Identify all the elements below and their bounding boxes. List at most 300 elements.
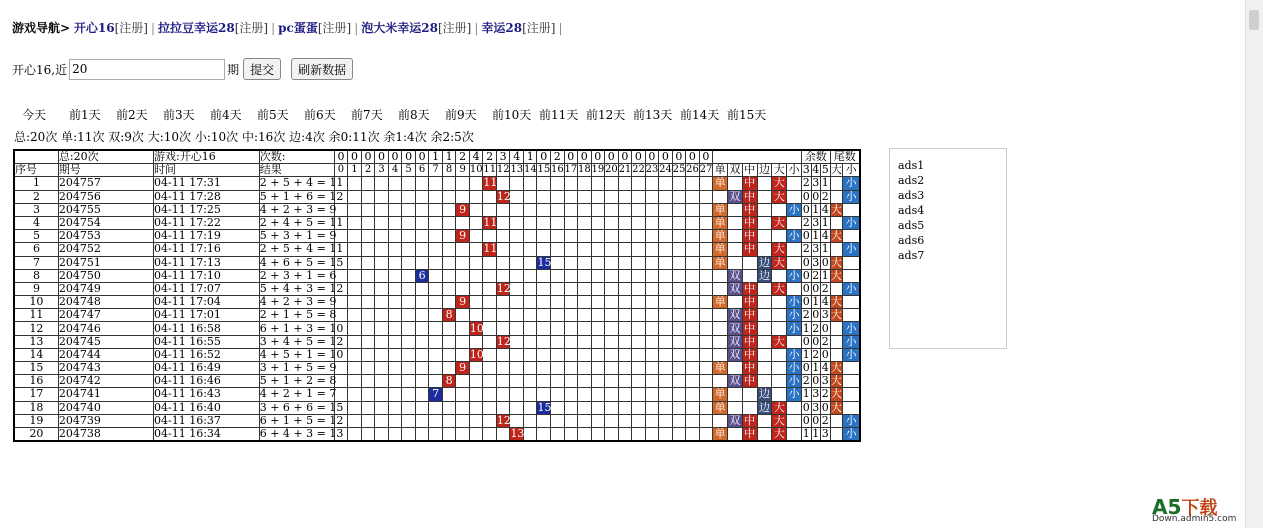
number-cell xyxy=(632,348,646,361)
number-cell xyxy=(645,362,659,375)
number-cell xyxy=(537,203,551,216)
tail-big-cell xyxy=(830,335,843,348)
edge-marker: 边 xyxy=(758,400,770,414)
bian-header: 边 xyxy=(758,163,770,177)
remainder-cell: 0 xyxy=(802,268,810,282)
number-cell xyxy=(483,401,497,414)
submit-button[interactable]: 提交 xyxy=(243,58,281,80)
number-cell xyxy=(348,348,362,361)
number-cell xyxy=(591,177,605,190)
number-cell xyxy=(348,388,362,401)
edge-cell xyxy=(757,230,772,243)
tail-small-cell xyxy=(843,401,860,414)
middle-cell xyxy=(742,256,757,269)
number-cell xyxy=(496,296,510,309)
number-cell xyxy=(429,256,443,269)
number-cell xyxy=(402,177,416,190)
even-marker: 双 xyxy=(729,321,741,335)
number-cell xyxy=(415,203,429,216)
time-cell: 04-11 16:43 xyxy=(154,388,260,401)
number-cell xyxy=(672,401,686,414)
odd-marker: 单 xyxy=(714,400,726,414)
number-cell xyxy=(456,322,470,335)
day-tab[interactable]: 前14天 xyxy=(680,108,720,122)
tail-small-marker: 小 xyxy=(843,190,860,203)
ad-item[interactable]: ads3 xyxy=(898,189,925,202)
result-cell: 6 + 4 + 3 = 13 xyxy=(259,427,344,441)
number-cell xyxy=(645,322,659,335)
number-cell xyxy=(550,309,564,322)
number-cell xyxy=(578,414,592,427)
period-label: 开心16,近 xyxy=(12,62,68,77)
number-cell xyxy=(456,177,470,190)
remainder-cell: 4 xyxy=(821,229,829,243)
time-cell: 04-11 16:58 xyxy=(154,322,260,335)
number-cell xyxy=(402,414,416,427)
number-cell xyxy=(375,414,389,427)
number-cell xyxy=(659,269,673,282)
number-cell xyxy=(415,309,429,322)
day-tab[interactable]: 前2天 xyxy=(116,108,148,122)
number-cell xyxy=(672,414,686,427)
period-form xyxy=(12,57,353,81)
number-cell xyxy=(442,335,456,348)
number-cell xyxy=(659,203,673,216)
table-row xyxy=(14,348,860,361)
number-cell xyxy=(578,322,592,335)
number-cell xyxy=(645,256,659,269)
number-cell xyxy=(605,230,619,243)
number-cell xyxy=(334,269,348,282)
odd-marker: 单 xyxy=(714,387,726,401)
edge-cell xyxy=(757,282,772,295)
number-cell xyxy=(469,282,483,295)
time-cell: 04-11 17:25 xyxy=(154,203,260,216)
hit-marker: 15 xyxy=(537,255,552,269)
number-cell xyxy=(672,203,686,216)
small-cell xyxy=(787,414,802,427)
scrollbar-thumb[interactable] xyxy=(1249,10,1259,30)
nav-register-link[interactable]: [注册] xyxy=(114,21,148,35)
nav-link[interactable]: 幸运28 xyxy=(481,21,523,35)
number-cell xyxy=(429,401,443,414)
result-cell: 2 + 3 + 1 = 6 xyxy=(259,268,337,282)
big-cell xyxy=(772,322,787,335)
number-cell xyxy=(605,256,619,269)
issue-cell: 204757 xyxy=(58,177,153,190)
logo-main: A5 xyxy=(1152,495,1182,519)
seq-cell: 20 xyxy=(14,427,58,441)
nav-link[interactable]: 开心16 xyxy=(73,21,115,35)
number-cell xyxy=(605,348,619,361)
tail-small-cell xyxy=(843,362,860,375)
number-cell xyxy=(469,177,483,190)
number-cell xyxy=(632,256,646,269)
number-count: 2 xyxy=(550,150,564,164)
number-header: 20 xyxy=(605,164,618,176)
nav-link[interactable]: pc蛋蛋 xyxy=(278,21,318,35)
number-cell xyxy=(578,388,592,401)
y4-header: 4 xyxy=(812,163,820,177)
number-cell xyxy=(550,401,564,414)
number-cell xyxy=(402,243,416,256)
number-cell xyxy=(469,388,483,401)
number-cell xyxy=(429,177,443,190)
number-header: 16 xyxy=(550,164,564,176)
number-count: 0 xyxy=(402,150,416,164)
number-cell xyxy=(415,256,429,269)
small-cell xyxy=(787,216,802,229)
time-cell: 04-11 17:22 xyxy=(154,216,260,229)
number-cell xyxy=(537,269,551,282)
odd-marker: 单 xyxy=(714,427,726,441)
number-cell xyxy=(618,309,632,322)
number-cell xyxy=(456,388,470,401)
number-cell xyxy=(618,414,632,427)
number-cell xyxy=(523,216,537,229)
middle-marker: 中 xyxy=(744,321,756,335)
issue-cell: 204743 xyxy=(58,362,153,375)
tail-small-marker: 小 xyxy=(843,414,860,427)
remainder-cell: 0 xyxy=(802,361,810,375)
tail-small-cell xyxy=(843,269,860,282)
number-cell xyxy=(659,243,673,256)
small-marker: 小 xyxy=(788,268,800,282)
number-cell xyxy=(469,203,483,216)
hit-marker: 7 xyxy=(429,388,443,401)
number-cell xyxy=(578,190,592,203)
edge-cell xyxy=(757,177,772,190)
seq-cell: 11 xyxy=(14,309,58,322)
number-cell xyxy=(672,309,686,322)
number-cell xyxy=(483,335,497,348)
middle-marker: 中 xyxy=(744,281,756,295)
number-cell xyxy=(361,401,375,414)
number-cell xyxy=(550,335,564,348)
day-tab[interactable]: 今天 xyxy=(22,108,47,122)
seq-cell: 9 xyxy=(14,282,58,295)
number-cell xyxy=(415,296,429,309)
number-cell xyxy=(645,243,659,256)
number-cell xyxy=(402,322,416,335)
day-tab[interactable]: 前8天 xyxy=(398,108,430,122)
ad-item[interactable]: ads1 xyxy=(898,159,925,172)
day-tab[interactable]: 前1天 xyxy=(69,108,101,122)
number-cell xyxy=(456,190,470,203)
result-cell: 3 + 4 + 5 = 12 xyxy=(259,334,344,348)
number-cell xyxy=(591,269,605,282)
tail-big-cell xyxy=(830,243,843,256)
remainder-cell: 1 xyxy=(812,427,820,441)
remainder-cell: 3 xyxy=(812,255,820,269)
period-input[interactable] xyxy=(69,59,225,80)
result-cell: 2 + 5 + 4 = 11 xyxy=(259,242,344,256)
number-cell xyxy=(523,335,537,348)
wda-header: 大 xyxy=(830,163,842,177)
number-cell xyxy=(442,322,456,335)
number-cell xyxy=(442,362,456,375)
remainder-cell: 3 xyxy=(812,176,820,190)
number-count: 0 xyxy=(361,150,375,164)
number-cell xyxy=(672,269,686,282)
day-tab[interactable]: 前3天 xyxy=(163,108,195,122)
ad-item[interactable]: ads2 xyxy=(898,174,925,187)
hit-marker: 9 xyxy=(456,362,470,375)
big-cell xyxy=(772,362,787,375)
number-cell xyxy=(632,362,646,375)
number-cell xyxy=(618,401,632,414)
number-cell xyxy=(578,282,592,295)
table-row xyxy=(14,388,860,401)
even-marker: 双 xyxy=(729,334,741,348)
number-cell xyxy=(510,216,524,229)
number-cell xyxy=(375,230,389,243)
number-cell xyxy=(591,375,605,388)
number-cell xyxy=(388,269,402,282)
issue-cell: 204755 xyxy=(58,203,153,216)
small-cell xyxy=(787,256,802,269)
seq-cell: 8 xyxy=(14,269,58,282)
day-tab[interactable]: 前4天 xyxy=(210,108,242,122)
remainder-cell: 1 xyxy=(802,321,810,335)
number-header: 13 xyxy=(510,164,524,176)
day-tab[interactable]: 前11天 xyxy=(539,108,579,122)
number-cell xyxy=(699,427,713,441)
issue-cell: 204741 xyxy=(58,388,153,401)
result-cell: 4 + 5 + 1 = 10 xyxy=(259,347,344,361)
number-cell xyxy=(564,401,578,414)
number-count: 1 xyxy=(442,150,456,164)
number-cell xyxy=(388,388,402,401)
number-cell xyxy=(605,335,619,348)
number-cell xyxy=(348,190,362,203)
number-cell xyxy=(375,375,389,388)
number-cell xyxy=(618,230,632,243)
number-cell xyxy=(361,177,375,190)
odd-marker: 单 xyxy=(714,295,726,309)
edge-cell xyxy=(757,375,772,388)
big-cell xyxy=(772,375,787,388)
number-cell xyxy=(456,256,470,269)
number-count: 0 xyxy=(375,150,389,164)
day-tabs xyxy=(22,106,774,123)
day-tab[interactable]: 前7天 xyxy=(351,108,383,122)
number-cell xyxy=(659,335,673,348)
remainder-cell: 0 xyxy=(812,281,820,295)
number-cell xyxy=(578,230,592,243)
number-header: 25 xyxy=(672,164,686,176)
remainder-cell: 1 xyxy=(812,229,820,243)
number-cell xyxy=(632,230,646,243)
blank-cell xyxy=(713,150,802,164)
shuang-header: 双 xyxy=(729,163,741,177)
edge-marker: 边 xyxy=(758,387,770,401)
remainder-cell: 4 xyxy=(821,361,829,375)
time-cell: 04-11 17:31 xyxy=(154,177,260,190)
number-cell xyxy=(375,296,389,309)
hit-marker: 11 xyxy=(483,176,498,190)
number-cell xyxy=(618,335,632,348)
small-cell xyxy=(787,427,802,441)
number-cell xyxy=(578,362,592,375)
time-cell: 04-11 17:10 xyxy=(154,269,260,282)
refresh-button[interactable]: 刷新数据 xyxy=(291,58,353,80)
number-cell xyxy=(402,375,416,388)
number-cell xyxy=(550,427,564,441)
tail-big-cell xyxy=(830,177,843,190)
number-cell xyxy=(361,282,375,295)
number-cell xyxy=(605,414,619,427)
number-cell xyxy=(429,348,443,361)
number-cell xyxy=(578,335,592,348)
small-cell xyxy=(787,243,802,256)
number-cell xyxy=(699,335,713,348)
middle-marker: 中 xyxy=(744,413,756,427)
number-cell xyxy=(348,282,362,295)
number-cell xyxy=(429,362,443,375)
number-cell xyxy=(523,414,537,427)
number-cell xyxy=(510,401,524,414)
number-cell xyxy=(510,388,524,401)
number-cell xyxy=(659,309,673,322)
count-label: 次数: xyxy=(259,150,334,164)
ad-item[interactable]: ads7 xyxy=(898,249,925,262)
number-cell xyxy=(442,427,456,441)
remainder-cell: 2 xyxy=(802,308,810,322)
nav-register-link[interactable]: [注册] xyxy=(522,21,556,35)
number-cell xyxy=(550,269,564,282)
nav-register-link[interactable]: [注册] xyxy=(437,21,472,35)
big-cell xyxy=(772,388,787,401)
big-marker: 大 xyxy=(773,242,785,256)
number-cell xyxy=(483,362,497,375)
hit-marker: 9 xyxy=(456,203,470,216)
number-cell xyxy=(375,348,389,361)
hit-marker: 12 xyxy=(496,334,511,348)
issue-cell: 204749 xyxy=(58,282,153,295)
table-row xyxy=(14,177,860,190)
number-cell xyxy=(632,243,646,256)
ad-item[interactable]: ads4 xyxy=(898,204,925,217)
nav-link[interactable]: 拉拉豆幸运28 xyxy=(158,21,235,35)
number-cell xyxy=(429,335,443,348)
number-cell xyxy=(699,230,713,243)
seq-cell: 5 xyxy=(14,230,58,243)
hit-marker: 9 xyxy=(456,296,470,309)
table-row xyxy=(14,256,860,269)
number-cell xyxy=(523,269,537,282)
time-cell: 04-11 16:34 xyxy=(154,427,260,441)
number-cell xyxy=(415,243,429,256)
result-cell: 5 + 4 + 3 = 12 xyxy=(259,281,344,295)
nav-register-link[interactable]: [注册] xyxy=(234,21,269,35)
odd-cell xyxy=(713,335,728,348)
number-cell xyxy=(632,414,646,427)
number-cell xyxy=(578,269,592,282)
odd-marker: 单 xyxy=(714,176,726,190)
tail-small-marker: 小 xyxy=(843,216,860,229)
day-tab[interactable]: 前10天 xyxy=(492,108,532,122)
number-cell xyxy=(496,216,510,229)
even-marker: 双 xyxy=(729,308,741,322)
number-cell xyxy=(659,375,673,388)
number-count: 0 xyxy=(618,150,632,164)
tail-small-cell xyxy=(843,375,860,388)
number-cell xyxy=(361,348,375,361)
tail-header: 尾数 xyxy=(830,150,860,164)
ad-item[interactable]: ads6 xyxy=(898,234,925,247)
remainder-cell: 2 xyxy=(821,189,829,203)
number-cell xyxy=(496,348,510,361)
nav-link[interactable]: 泡大米幸运28 xyxy=(361,21,438,35)
number-cell xyxy=(578,375,592,388)
day-tab[interactable]: 前12天 xyxy=(586,108,626,122)
number-cell xyxy=(483,269,497,282)
number-cell xyxy=(456,335,470,348)
nav-register-link[interactable]: [注册] xyxy=(317,21,352,35)
seq-header: 序号 xyxy=(14,164,58,177)
remainder-cell: 2 xyxy=(802,216,810,230)
number-count: 0 xyxy=(659,150,673,164)
number-header: 14 xyxy=(523,164,537,176)
big-cell xyxy=(772,348,787,361)
remainder-cell: 2 xyxy=(802,242,810,256)
number-cell xyxy=(375,243,389,256)
number-cell xyxy=(469,375,483,388)
day-tab[interactable]: 前5天 xyxy=(257,108,289,122)
number-cell xyxy=(429,243,443,256)
remainder-cell: 0 xyxy=(802,413,810,427)
number-cell xyxy=(672,362,686,375)
issue-cell: 204745 xyxy=(58,335,153,348)
number-header: 27 xyxy=(699,164,713,176)
odd-marker: 单 xyxy=(714,216,726,230)
number-cell xyxy=(456,401,470,414)
result-header: 结果 xyxy=(259,164,334,177)
number-cell xyxy=(605,190,619,203)
number-cell xyxy=(632,190,646,203)
number-cell xyxy=(659,216,673,229)
number-cell xyxy=(564,322,578,335)
number-cell xyxy=(348,203,362,216)
day-tab[interactable]: 前13天 xyxy=(633,108,673,122)
number-cell xyxy=(415,414,429,427)
number-cell xyxy=(361,296,375,309)
number-cell xyxy=(632,216,646,229)
day-tab[interactable]: 前6天 xyxy=(304,108,336,122)
tail-big-marker: 大 xyxy=(830,268,842,282)
even-cell xyxy=(727,362,742,375)
hit-marker: 15 xyxy=(537,400,552,414)
remainder-cell: 0 xyxy=(812,189,820,203)
ad-item[interactable]: ads5 xyxy=(898,219,925,232)
day-tab[interactable]: 前15天 xyxy=(727,108,767,122)
number-cell xyxy=(564,282,578,295)
vertical-scrollbar[interactable] xyxy=(1245,0,1263,528)
number-cell xyxy=(564,190,578,203)
remainder-cell: 0 xyxy=(802,255,810,269)
number-header: 5 xyxy=(402,164,416,177)
number-cell xyxy=(429,190,443,203)
odd-cell xyxy=(713,309,728,322)
number-cell xyxy=(632,401,646,414)
number-cell xyxy=(483,388,497,401)
remainder-cell: 0 xyxy=(802,400,810,414)
number-cell xyxy=(429,322,443,335)
time-cell: 04-11 17:01 xyxy=(154,309,260,322)
issue-cell: 204754 xyxy=(58,216,153,229)
day-tab[interactable]: 前9天 xyxy=(445,108,477,122)
